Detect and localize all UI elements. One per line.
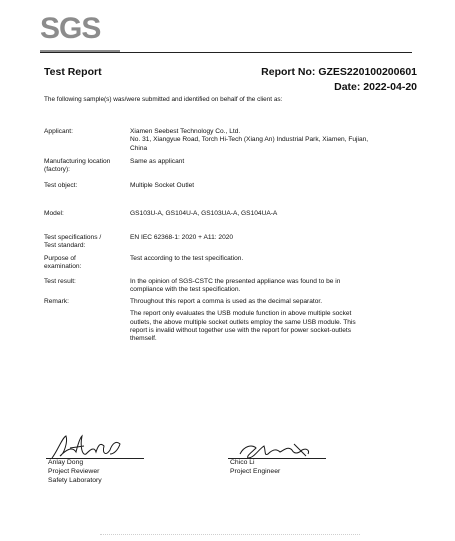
applicant-line-2: No. 31, Xiangyue Road, Torch Hi-Tech (Xiang An) Industrial Park, Xiamen, Fujian, <box>130 136 369 144</box>
engineer-role: Project Engineer <box>230 467 281 475</box>
remark-line-4: report is invalid without together use with the report for power socket-outlets <box>130 326 352 334</box>
manufacturing-label-line-1: Manufacturing location <box>44 158 111 165</box>
purpose-value: Test according to the test specification. <box>130 255 244 262</box>
test-object-label: Test object: <box>44 182 78 189</box>
manufacturing-label <box>44 158 122 175</box>
model-label: Model: <box>44 210 64 217</box>
reviewer-role: Project Reviewer <box>48 467 100 475</box>
remark-line-2: The report only evaluates the USB module function in above multiple socket <box>130 310 352 318</box>
test-result-value <box>130 278 425 295</box>
purpose-label-line-2: examination: <box>44 263 82 271</box>
remark-line-5: themself. <box>130 335 157 343</box>
intro-text: The following sample(s) was/were submitted and identified on behalf of the client as: <box>44 96 283 103</box>
engineer-name: Chico Li <box>230 459 255 466</box>
applicant-label: Applicant: <box>44 128 73 135</box>
test-result-label: Test result: <box>44 278 76 285</box>
test-spec-label-line-2: Test standard: <box>44 242 86 250</box>
test-spec-label <box>44 234 122 251</box>
purpose-label-line-1: Purpose of <box>44 255 76 262</box>
test-object-value: Multiple Socket Outlet <box>130 182 195 189</box>
report-number: Report No: GZES220100200601 <box>261 66 417 78</box>
remark-label: Remark: <box>44 298 69 305</box>
header-divider <box>40 52 412 53</box>
engineer-block <box>230 459 280 477</box>
test-result-line-2: compliance with the test specification. <box>130 286 241 294</box>
test-spec-value: EN IEC 62368-1: 2020 + A11: 2020 <box>130 234 234 241</box>
remark-line-1: Throughout this report a comma is used as the decimal separator. <box>130 298 323 305</box>
purpose-label <box>44 255 122 272</box>
remark-line-3: outlets, the above multiple socket outlets employ the same USB module. This <box>130 318 356 326</box>
sgs-logo <box>40 10 120 48</box>
sgs-logo-text: SGS <box>40 12 101 45</box>
applicant-line-3: China <box>130 144 148 152</box>
reviewer-department: Safety Laboratory <box>48 476 102 484</box>
reviewer-name: Anlay Dong <box>48 459 84 466</box>
test-result-line-1: In the opinion of SGS-CSTC the presented appliance was found to be in <box>130 278 341 285</box>
reviewer-block <box>48 459 102 485</box>
report-date: Date: 2022-04-20 <box>334 81 417 93</box>
footer-faint-line <box>100 534 360 538</box>
remark-value <box>130 298 425 343</box>
applicant-line-1: Xiamen Seebest Technology Co., Ltd. <box>130 128 241 135</box>
applicant-value <box>130 128 425 153</box>
report-title: Test Report <box>44 66 102 78</box>
model-value: GS103U-A, GS104U-A, GS103UA-A, GS104UA-A <box>130 210 278 217</box>
manufacturing-value: Same as applicant <box>130 158 185 165</box>
test-spec-label-line-1: Test specifications / <box>44 234 102 241</box>
manufacturing-label-line-2: (factory): <box>44 166 71 174</box>
